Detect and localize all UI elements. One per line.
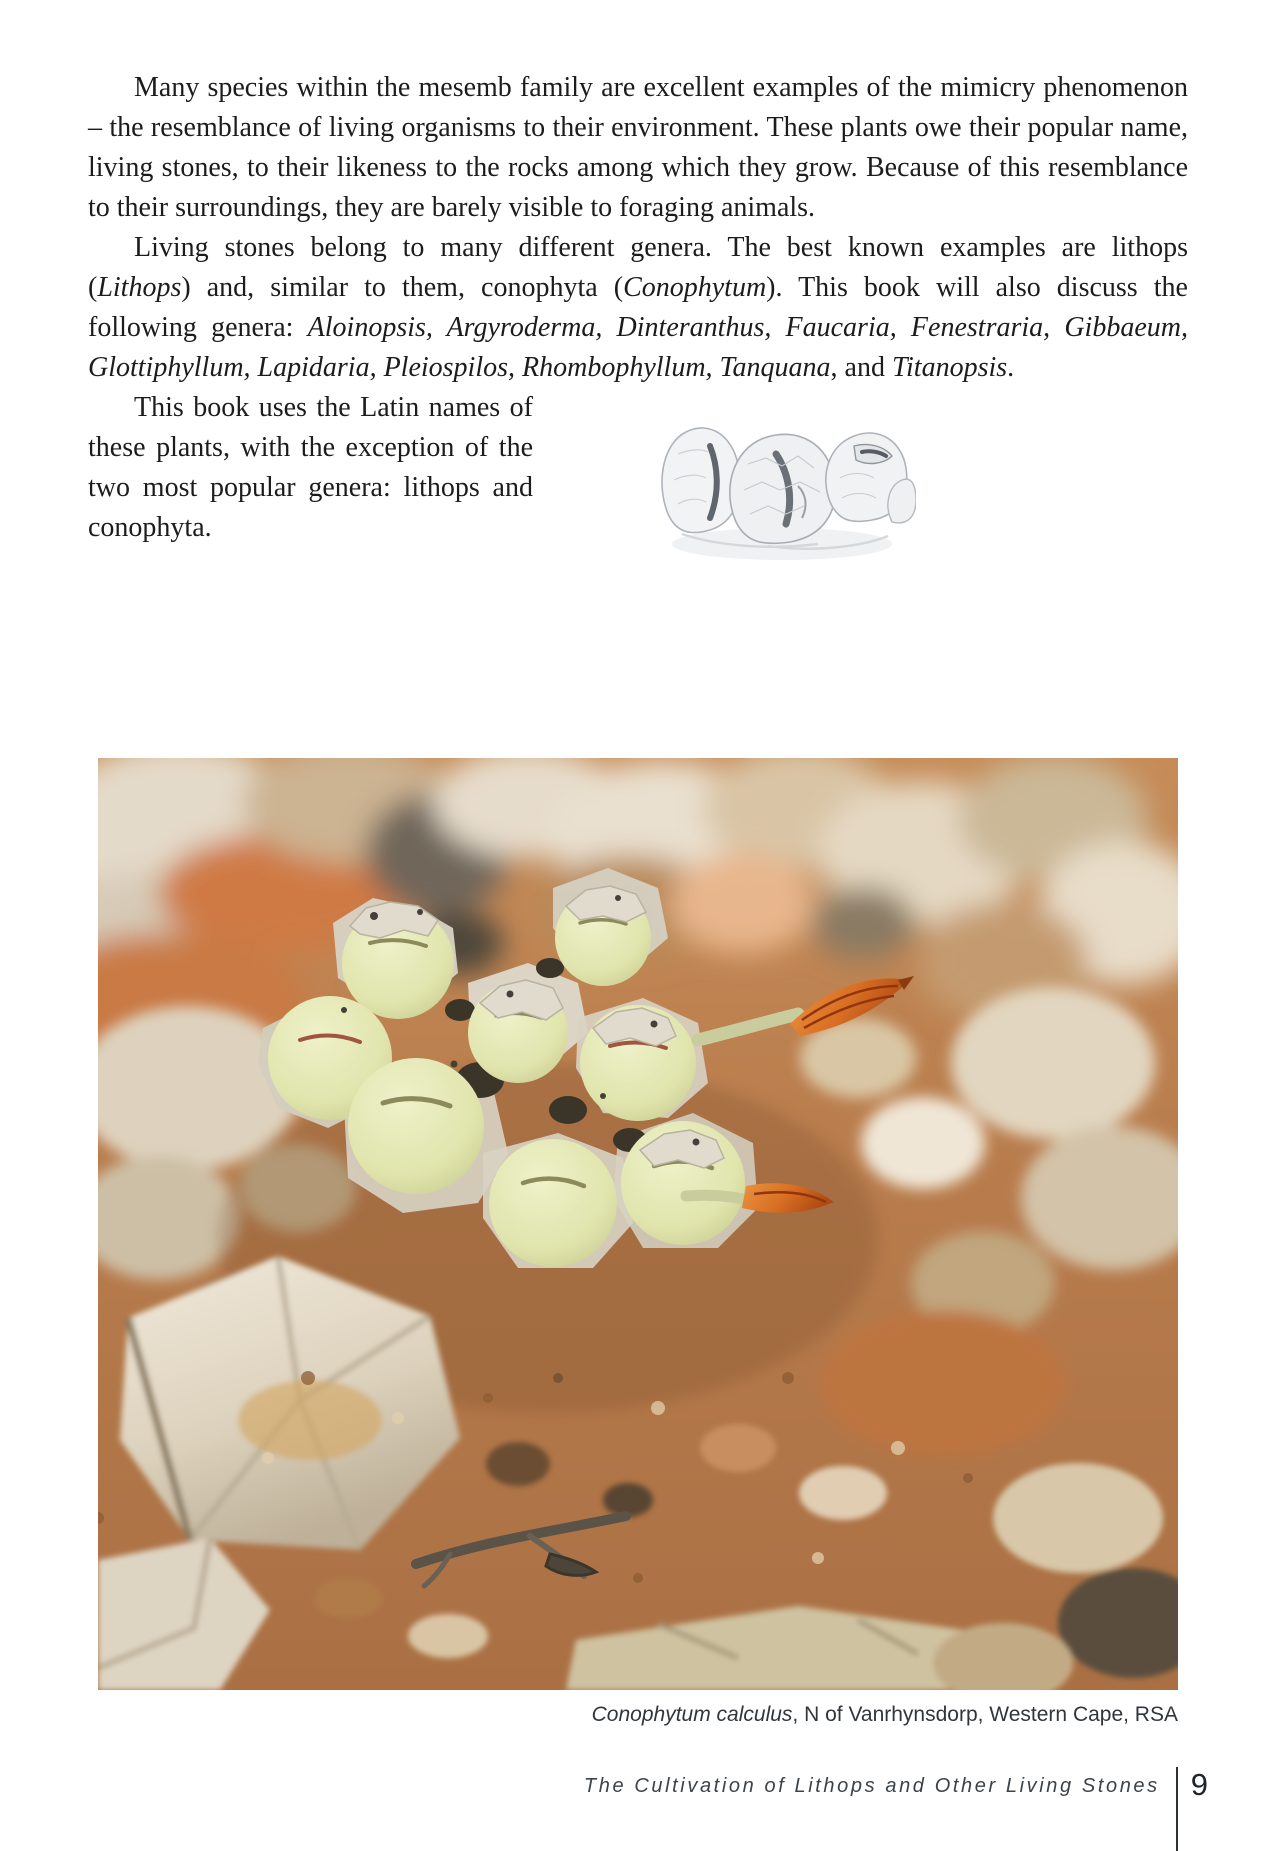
footer-divider xyxy=(1176,1767,1178,1851)
body-text-segment: ) and, similar to them, conophyta ( xyxy=(181,272,624,303)
photo-caption xyxy=(98,1701,1178,1729)
paragraph-genera-list xyxy=(88,228,1188,388)
body-text-segment: , and xyxy=(830,352,892,383)
paragraph-mimicry xyxy=(88,68,1188,228)
footer-book-title: The Cultivation of Lithops and Other Living Stones xyxy=(583,1775,1160,1797)
caption-species-name: Conophytum calculus xyxy=(591,1703,793,1726)
photo-figure xyxy=(98,758,1178,1729)
body-text-segment: Aloinopsis, Argyroderma, Dinteranthus, Faucaria, Fenestraria, Gibbaeum, Glottiphyllum, Lapidaria, Pleiospilos, Rhombophyllum, Tanquana xyxy=(88,312,1188,383)
body-text-segment: . xyxy=(1007,352,1015,383)
body-text-segment: Living stones belong to many different genera. The best known examples are lithops ( xyxy=(88,232,1188,303)
page-number: 9 xyxy=(1190,1767,1208,1802)
page-footer xyxy=(88,1767,1208,1851)
sketch-drawing xyxy=(648,394,916,564)
body-text-segment: Lithops xyxy=(97,272,182,303)
body-text-segment: Many species within the mesemb family are excellent examples of the mimicry phenomenon – the resemblance of living organisms to their environment. These plants owe their popular name, living stones, to their likeness to the rocks among which they grow. Because of this resemblance to their surroundings, they are barely visible to foraging animals. xyxy=(88,72,1188,223)
paragraph-latin-names-wrap xyxy=(88,388,1188,548)
body-text-segment: ). This book will also discuss the following genera: xyxy=(88,272,1188,343)
conophytum-photo xyxy=(98,758,1178,1690)
caption-location: , N of Vanrhynsdorp, Western Cape, RSA xyxy=(792,1703,1178,1726)
body-text-segment: Conophytum xyxy=(623,272,767,303)
body-text-segment: This book uses the Latin names of these plants, with the exception of the two most popular genera: lithops and conophyta. xyxy=(88,392,533,543)
body-text-segment: Titanopsis xyxy=(891,352,1008,383)
photo-rendering xyxy=(98,758,1178,1690)
body-text-block xyxy=(88,68,1188,572)
conophytum-sketch-illustration xyxy=(533,394,1188,572)
